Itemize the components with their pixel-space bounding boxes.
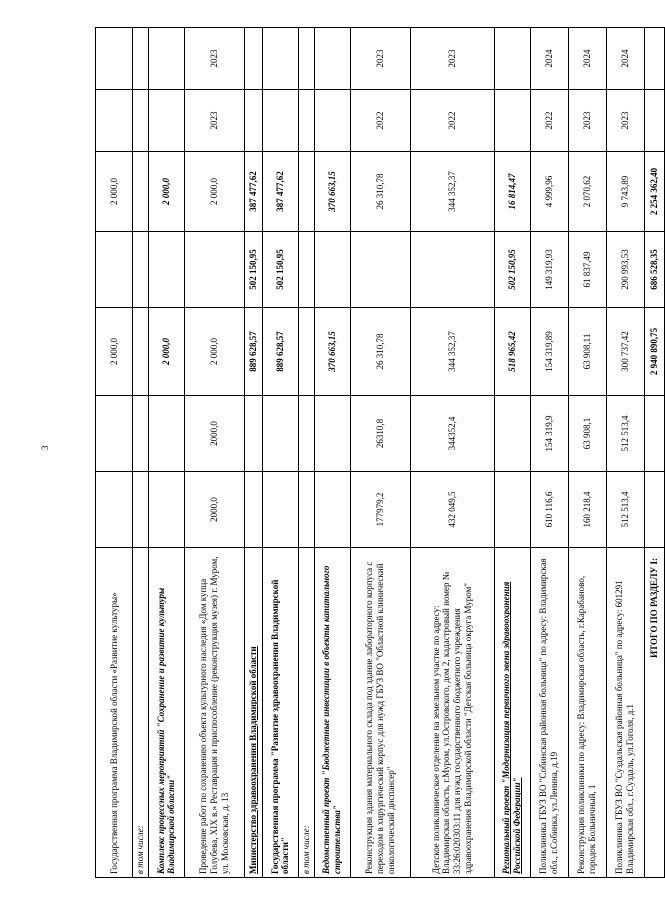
table-row — [298, 28, 314, 878]
row-name-cell: Государственная программа Владимирской области «Развитие культуры» — [96, 548, 133, 878]
value-cell — [262, 472, 298, 548]
value-cell — [133, 152, 149, 232]
table-row — [148, 28, 184, 878]
table-row — [494, 28, 530, 878]
investment-table — [95, 27, 665, 878]
value-cell — [96, 90, 133, 152]
value-cell: 2022 — [530, 90, 568, 152]
value-cell — [148, 396, 184, 472]
value-cell: 502 150,95 — [244, 232, 262, 308]
value-cell — [494, 396, 530, 472]
value-cell: 9 743,89 — [606, 152, 644, 232]
row-name-cell: Министерство здравоохранения Владимирской области — [244, 548, 262, 878]
value-cell: 432 049,5 — [410, 472, 494, 548]
row-name-cell: Региональный проект "Модернизация первичного звена здравоохранения Российской Федерации" — [494, 548, 530, 878]
value-cell: 2024 — [606, 28, 644, 90]
value-cell: 2023 — [568, 90, 606, 152]
value-cell: 2 000,0 — [96, 152, 133, 232]
value-cell: 344 352,37 — [410, 152, 494, 232]
value-cell — [494, 90, 530, 152]
value-cell — [298, 472, 314, 548]
value-cell: 149 319,93 — [530, 232, 568, 308]
table-row — [184, 28, 244, 878]
page-number: 3 — [40, 445, 50, 450]
value-cell: 2024 — [568, 28, 606, 90]
row-name-cell: в том числе: — [298, 548, 314, 878]
table-row — [314, 28, 350, 878]
row-name-cell: Поликлиника ГБУЗ ВО "Собинская районная больница" по адресу: Владимирская обл., г.Собинка, ул.Ленина, д.19 — [530, 548, 568, 878]
value-cell: 2023 — [184, 90, 244, 152]
value-cell: 63 908,11 — [568, 308, 606, 396]
table-row — [410, 28, 494, 878]
value-cell: 2 070,62 — [568, 152, 606, 232]
table-row — [350, 28, 410, 878]
value-cell — [262, 28, 298, 90]
value-cell — [244, 90, 262, 152]
row-name-cell: Комплекс процессных мероприятий "Сохранение и развитие культуры Владимирской области" — [148, 548, 184, 878]
value-cell — [133, 232, 149, 308]
value-cell: 686 528,35 — [644, 232, 664, 308]
value-cell: 4 999,96 — [530, 152, 568, 232]
value-cell — [298, 152, 314, 232]
value-cell: 502 150,95 — [494, 232, 530, 308]
value-cell: 518 965,42 — [494, 308, 530, 396]
table-row — [96, 28, 133, 878]
value-cell: 2022 — [350, 90, 410, 152]
value-cell: 26 310,78 — [350, 152, 410, 232]
row-name-cell: Поликлиника ГБУЗ ВО "Суздальская районная больница" по адресу: 601291 Владимирская обл., г.Суздаль, ул.Гоголя, д.1 — [606, 548, 644, 878]
value-cell — [184, 232, 244, 308]
row-name-cell: Ведомственный проект "Бюджетные инвестиции в объекты капитального строительства" — [314, 548, 350, 878]
value-cell — [350, 232, 410, 308]
value-cell: 2 000,0 — [148, 152, 184, 232]
value-cell: 512 513,4 — [606, 396, 644, 472]
value-cell: 512 513,4 — [606, 472, 644, 548]
value-cell: 2023 — [184, 28, 244, 90]
value-cell: 63 908,1 — [568, 396, 606, 472]
value-cell: 370 663,15 — [314, 308, 350, 396]
value-cell — [298, 308, 314, 396]
value-cell: 160 218,4 — [568, 472, 606, 548]
value-cell — [148, 232, 184, 308]
table-row — [568, 28, 606, 878]
value-cell — [314, 472, 350, 548]
value-cell: 502 150,95 — [262, 232, 298, 308]
table-row — [133, 28, 149, 878]
table-row — [644, 28, 664, 878]
value-cell: 610 116,6 — [530, 472, 568, 548]
value-cell: 300 737,42 — [606, 308, 644, 396]
value-cell — [494, 28, 530, 90]
value-cell: 2 254 362,40 — [644, 152, 664, 232]
value-cell: 154 319,9 — [530, 396, 568, 472]
value-cell — [494, 472, 530, 548]
value-cell — [96, 28, 133, 90]
value-cell: 889 628,57 — [244, 308, 262, 396]
value-cell — [133, 90, 149, 152]
value-cell — [410, 232, 494, 308]
value-cell — [262, 396, 298, 472]
value-cell: 387 477,62 — [244, 152, 262, 232]
value-cell: 2 000,0 — [184, 308, 244, 396]
value-cell: 16 814,47 — [494, 152, 530, 232]
row-name-cell: ИТОГО ПО РАЗДЕЛУ I: — [644, 548, 664, 878]
rotated-table-page — [95, 28, 659, 878]
value-cell — [314, 232, 350, 308]
value-cell: 2000,0 — [184, 396, 244, 472]
value-cell: 2023 — [350, 28, 410, 90]
value-cell — [644, 472, 664, 548]
value-cell — [244, 396, 262, 472]
value-cell — [298, 28, 314, 90]
value-cell: 889 628,57 — [262, 308, 298, 396]
value-cell: 2 000,0 — [148, 308, 184, 396]
value-cell: 2 000,0 — [184, 152, 244, 232]
row-name-cell: Реконструкция здания материального склада под здание лабораторного корпуса с переходом в хирургический корпус для нужд ГБУЗ ВО "Областной клинический онкологический диспансер" — [350, 548, 410, 878]
value-cell — [314, 396, 350, 472]
row-name-cell: Государственная программа "Развитие здравоохранения Владимирской области" — [262, 548, 298, 878]
value-cell: 2000,0 — [184, 472, 244, 548]
value-cell — [298, 90, 314, 152]
value-cell — [148, 28, 184, 90]
value-cell: 154 319,89 — [530, 308, 568, 396]
value-cell: 2 940 890,75 — [644, 308, 664, 396]
value-cell — [644, 28, 664, 90]
row-name-cell: Реконструкция поликлиники по адресу: Владимирская область, г.Карабаново, городок Больничный, 1 — [568, 548, 606, 878]
row-name-cell: Проведение работ по сохранению объекта культурного наследия «Дом купца Голубева, XIX в.» Реставрация и приспособление (реконструкция музея) г. Муром, ул. Московская, д. 13 — [184, 548, 244, 878]
value-cell: 2023 — [410, 28, 494, 90]
table-row — [606, 28, 644, 878]
row-name-cell: Детское поликлиническое отделение на земельном участке по адресу: Владимирская область, г.Муром, ул.Островского, дом 2, кадастровый номер № 33:26:020303:11 для нужд государственного бюджетного учреждения здравоохранения Владимирской области "Детская больница округа Муром" — [410, 548, 494, 878]
row-name-cell: в том числе: — [133, 548, 149, 878]
value-cell — [314, 28, 350, 90]
value-cell — [96, 396, 133, 472]
table-row — [262, 28, 298, 878]
value-cell: 2022 — [410, 90, 494, 152]
table-row — [530, 28, 568, 878]
value-cell — [133, 396, 149, 472]
value-cell: 26310,8 — [350, 396, 410, 472]
value-cell: 290 993,53 — [606, 232, 644, 308]
value-cell: 61 837,49 — [568, 232, 606, 308]
value-cell — [133, 472, 149, 548]
value-cell — [314, 90, 350, 152]
value-cell — [244, 472, 262, 548]
value-cell: 177979,2 — [350, 472, 410, 548]
value-cell — [298, 232, 314, 308]
value-cell: 344 352,37 — [410, 308, 494, 396]
value-cell — [133, 308, 149, 396]
value-cell — [644, 90, 664, 152]
value-cell: 2023 — [606, 90, 644, 152]
value-cell: 26 310,78 — [350, 308, 410, 396]
value-cell — [148, 90, 184, 152]
value-cell — [644, 396, 664, 472]
value-cell — [148, 472, 184, 548]
value-cell — [262, 90, 298, 152]
value-cell: 2 000,0 — [96, 308, 133, 396]
value-cell: 2024 — [530, 28, 568, 90]
value-cell: 370 663,15 — [314, 152, 350, 232]
value-cell: 344352,4 — [410, 396, 494, 472]
value-cell — [96, 472, 133, 548]
value-cell — [244, 28, 262, 90]
value-cell — [133, 28, 149, 90]
value-cell — [298, 396, 314, 472]
value-cell: 387 477,62 — [262, 152, 298, 232]
value-cell — [96, 232, 133, 308]
table-row — [244, 28, 262, 878]
